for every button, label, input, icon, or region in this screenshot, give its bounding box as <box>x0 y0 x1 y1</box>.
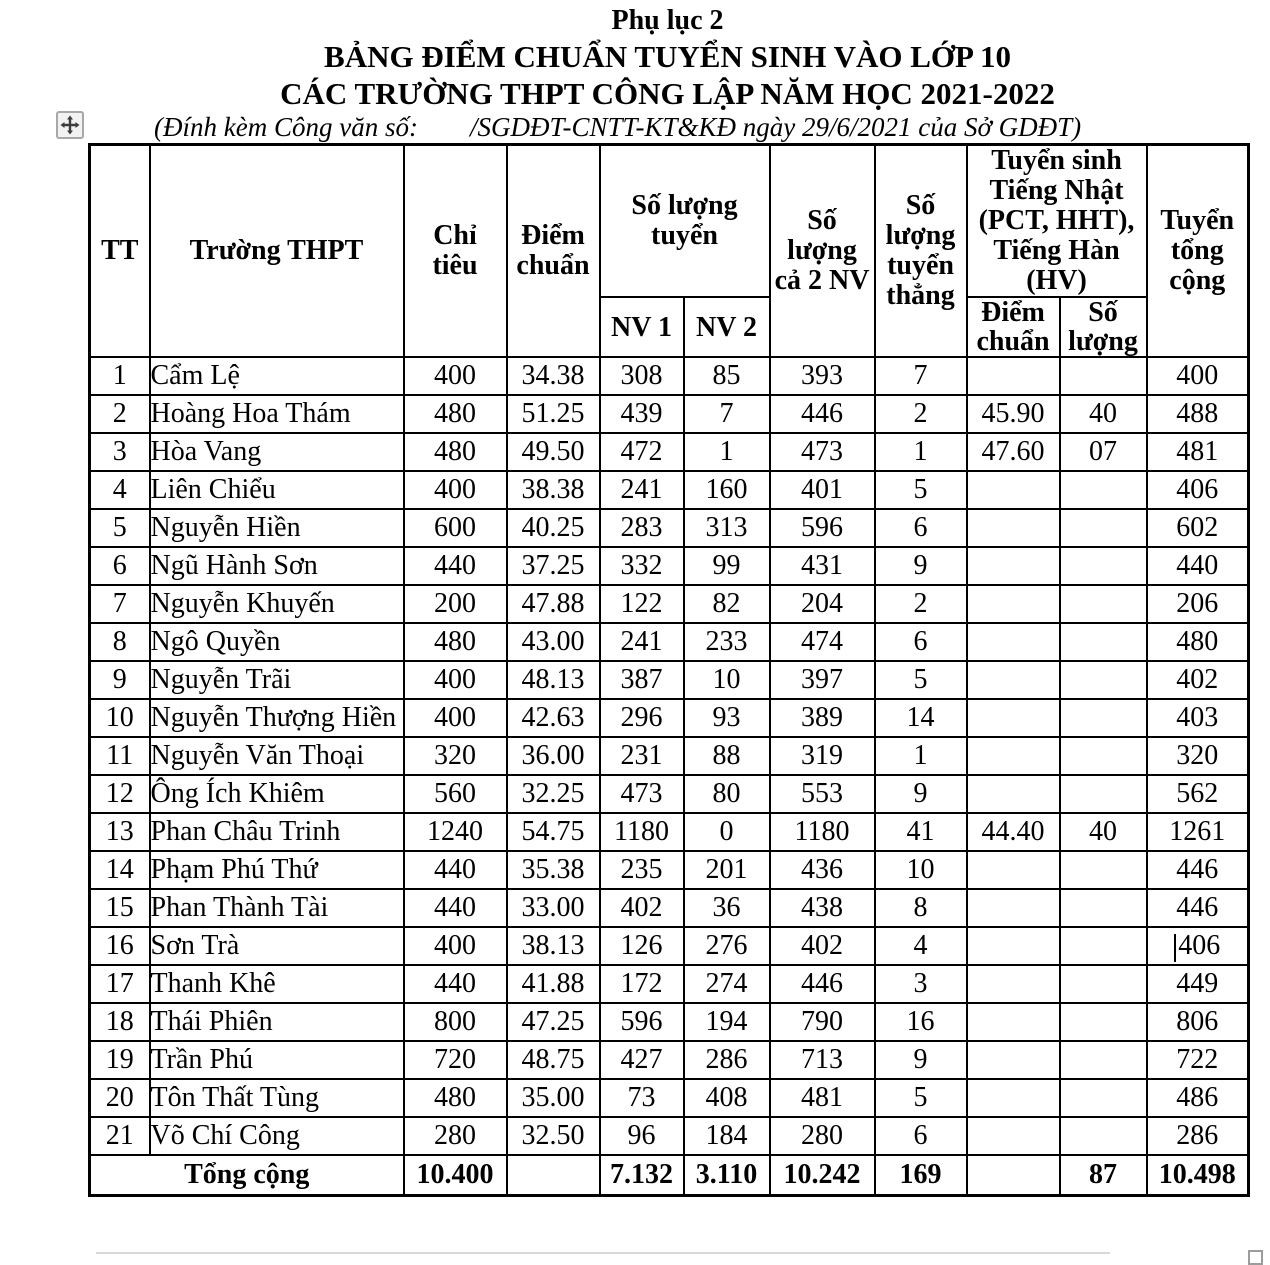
nv2-cell: 276 <box>684 927 770 965</box>
nv2-cell: 10 <box>684 661 770 699</box>
lang-count-cell <box>1060 1041 1147 1079</box>
nv1-cell: 332 <box>600 547 684 585</box>
quota-cell: 480 <box>404 623 507 661</box>
cutoff-cell: 33.00 <box>507 889 600 927</box>
school-cell: Nguyễn Khuyến <box>150 585 404 623</box>
quota-cell: 720 <box>404 1041 507 1079</box>
document-title-line2: CÁC TRƯỜNG THPT CÔNG LẬP NĂM HỌC 2021-2022 <box>280 76 1055 111</box>
nv2-cell: 99 <box>684 547 770 585</box>
quota-cell: 480 <box>404 1079 507 1117</box>
table-row <box>90 357 1249 395</box>
nv2-cell: 93 <box>684 699 770 737</box>
table-row <box>90 889 1249 927</box>
table-row <box>90 699 1249 737</box>
both-nv-cell: 446 <box>770 395 875 433</box>
nv2-cell: 7 <box>684 395 770 433</box>
grand-total-cell: 286 <box>1147 1117 1249 1155</box>
cutoff-cell: 36.00 <box>507 737 600 775</box>
lang-count-cell <box>1060 851 1147 889</box>
total-nv1-cell: 7.132 <box>600 1155 684 1195</box>
table-row <box>90 661 1249 699</box>
appendix-label: Phụ lục 2 <box>611 5 724 36</box>
direct-admit-cell: 6 <box>875 623 967 661</box>
direct-admit-cell: 2 <box>875 585 967 623</box>
tt-cell: 3 <box>90 433 150 471</box>
nv1-cell: 235 <box>600 851 684 889</box>
both-nv-cell: 473 <box>770 433 875 471</box>
direct-admit-cell: 7 <box>875 357 967 395</box>
school-cell: Hòa Vang <box>150 433 404 471</box>
table-row <box>90 1041 1249 1079</box>
school-cell: Võ Chí Công <box>150 1117 404 1155</box>
header-tt: TT <box>90 145 150 358</box>
quota-cell: 600 <box>404 509 507 547</box>
quota-cell: 400 <box>404 471 507 509</box>
table-row <box>90 737 1249 775</box>
direct-admit-cell: 6 <box>875 509 967 547</box>
total-row <box>90 1155 1249 1195</box>
school-cell: Nguyễn Hiền <box>150 509 404 547</box>
cutoff-cell: 35.00 <box>507 1079 600 1117</box>
direct-admit-cell: 14 <box>875 699 967 737</box>
lang-cutoff-cell <box>967 1117 1060 1155</box>
lang-count-cell <box>1060 623 1147 661</box>
both-nv-cell: 436 <box>770 851 875 889</box>
quota-cell: 480 <box>404 395 507 433</box>
tt-cell: 18 <box>90 1003 150 1041</box>
header-grand-total: Tuyển tổng cộng <box>1147 145 1249 358</box>
header-direct-admit: Số lượng tuyển thẳng <box>875 145 967 358</box>
grand-total-cell: 206 <box>1147 585 1249 623</box>
lang-cutoff-cell <box>967 851 1060 889</box>
grand-total-cell: 449 <box>1147 965 1249 1003</box>
text-cursor <box>1174 934 1176 962</box>
lang-count-cell <box>1060 471 1147 509</box>
lang-cutoff-cell: 47.60 <box>967 433 1060 471</box>
school-cell: Ngũ Hành Sơn <box>150 547 404 585</box>
header-admit-group: Số lượng tuyển <box>600 145 770 298</box>
nv1-cell: 283 <box>600 509 684 547</box>
direct-admit-cell: 8 <box>875 889 967 927</box>
grand-total-cell: 406 <box>1147 927 1249 965</box>
lang-count-cell <box>1060 547 1147 585</box>
lang-count-cell <box>1060 1079 1147 1117</box>
lang-count-cell <box>1060 965 1147 1003</box>
nv2-cell: 233 <box>684 623 770 661</box>
total-both-nv-cell: 10.242 <box>770 1155 875 1195</box>
header-cutoff: Điểm chuẩn <box>507 145 600 358</box>
table-row <box>90 1003 1249 1041</box>
tt-cell: 16 <box>90 927 150 965</box>
cutoff-cell: 48.75 <box>507 1041 600 1079</box>
nv1-cell: 596 <box>600 1003 684 1041</box>
nv1-cell: 473 <box>600 775 684 813</box>
both-nv-cell: 474 <box>770 623 875 661</box>
total-grand-total-cell: 10.498 <box>1147 1155 1249 1195</box>
nv2-cell: 286 <box>684 1041 770 1079</box>
nv1-cell: 427 <box>600 1041 684 1079</box>
both-nv-cell: 596 <box>770 509 875 547</box>
nv1-cell: 122 <box>600 585 684 623</box>
nv1-cell: 241 <box>600 623 684 661</box>
lang-cutoff-cell <box>967 547 1060 585</box>
nv1-cell: 96 <box>600 1117 684 1155</box>
tt-cell: 8 <box>90 623 150 661</box>
quota-cell: 440 <box>404 547 507 585</box>
nv2-cell: 85 <box>684 357 770 395</box>
total-lang-cutoff-cell <box>967 1155 1060 1195</box>
nv2-cell: 184 <box>684 1117 770 1155</box>
nv2-cell: 274 <box>684 965 770 1003</box>
quota-cell: 280 <box>404 1117 507 1155</box>
lang-cutoff-cell <box>967 1079 1060 1117</box>
direct-admit-cell: 9 <box>875 547 967 585</box>
lang-count-cell <box>1060 1117 1147 1155</box>
quota-cell: 440 <box>404 889 507 927</box>
header-nv1: NV 1 <box>600 297 684 357</box>
direct-admit-cell: 3 <box>875 965 967 1003</box>
tt-cell: 19 <box>90 1041 150 1079</box>
lang-count-cell <box>1060 699 1147 737</box>
lang-count-cell: 40 <box>1060 813 1147 851</box>
cutoff-cell: 54.75 <box>507 813 600 851</box>
nv2-cell: 313 <box>684 509 770 547</box>
cutoff-cell: 47.88 <box>507 585 600 623</box>
tt-cell: 4 <box>90 471 150 509</box>
school-cell: Liên Chiểu <box>150 471 404 509</box>
grand-total-cell: 440 <box>1147 547 1249 585</box>
cutoff-cell: 48.13 <box>507 661 600 699</box>
cutoff-cell: 49.50 <box>507 433 600 471</box>
grand-total-cell: 602 <box>1147 509 1249 547</box>
both-nv-cell: 713 <box>770 1041 875 1079</box>
move-arrows-icon <box>60 115 80 135</box>
cutoff-cell: 32.50 <box>507 1117 600 1155</box>
lang-cutoff-cell <box>967 509 1060 547</box>
table-row <box>90 585 1249 623</box>
both-nv-cell: 446 <box>770 965 875 1003</box>
lang-cutoff-cell <box>967 471 1060 509</box>
tt-cell: 7 <box>90 585 150 623</box>
header-school: Trường THPT <box>150 145 404 358</box>
total-quota-cell: 10.400 <box>404 1155 507 1195</box>
lang-cutoff-cell <box>967 737 1060 775</box>
grand-total-cell: 562 <box>1147 775 1249 813</box>
table-row <box>90 813 1249 851</box>
quota-cell: 400 <box>404 927 507 965</box>
both-nv-cell: 397 <box>770 661 875 699</box>
cutoff-cell: 35.38 <box>507 851 600 889</box>
nv2-cell: 88 <box>684 737 770 775</box>
grand-total-cell: 481 <box>1147 433 1249 471</box>
quota-cell: 1240 <box>404 813 507 851</box>
cutoff-cell: 51.25 <box>507 395 600 433</box>
score-table <box>88 143 1250 1197</box>
school-cell: Nguyễn Thượng Hiền <box>150 699 404 737</box>
tt-cell: 6 <box>90 547 150 585</box>
total-cutoff-cell <box>507 1155 600 1195</box>
nv1-cell: 308 <box>600 357 684 395</box>
header-lang-count: Số lượng <box>1060 297 1147 357</box>
tt-cell: 1 <box>90 357 150 395</box>
grand-total-cell: 320 <box>1147 737 1249 775</box>
quota-cell: 400 <box>404 357 507 395</box>
school-cell: Thái Phiên <box>150 1003 404 1041</box>
direct-admit-cell: 41 <box>875 813 967 851</box>
lang-cutoff-cell <box>967 775 1060 813</box>
lang-cutoff-cell <box>967 927 1060 965</box>
lang-cutoff-cell <box>967 1041 1060 1079</box>
lang-count-cell <box>1060 1003 1147 1041</box>
school-cell: Phan Châu Trinh <box>150 813 404 851</box>
table-row <box>90 1117 1249 1155</box>
tt-cell: 11 <box>90 737 150 775</box>
both-nv-cell: 401 <box>770 471 875 509</box>
grand-total-cell: 402 <box>1147 661 1249 699</box>
cutoff-cell: 38.38 <box>507 471 600 509</box>
cutoff-cell: 37.25 <box>507 547 600 585</box>
total-nv2-cell: 3.110 <box>684 1155 770 1195</box>
both-nv-cell: 431 <box>770 547 875 585</box>
quota-cell: 400 <box>404 661 507 699</box>
grand-total-cell: 480 <box>1147 623 1249 661</box>
table-row <box>90 395 1249 433</box>
quota-cell: 400 <box>404 699 507 737</box>
both-nv-cell: 280 <box>770 1117 875 1155</box>
lang-cutoff-cell: 44.40 <box>967 813 1060 851</box>
grand-total-cell: 486 <box>1147 1079 1249 1117</box>
cutoff-cell: 32.25 <box>507 775 600 813</box>
table-row <box>90 1079 1249 1117</box>
both-nv-cell: 389 <box>770 699 875 737</box>
nv1-cell: 231 <box>600 737 684 775</box>
school-cell: Hoàng Hoa Thám <box>150 395 404 433</box>
school-cell: Phan Thành Tài <box>150 889 404 927</box>
both-nv-cell: 790 <box>770 1003 875 1041</box>
direct-admit-cell: 5 <box>875 661 967 699</box>
total-direct-admit-cell: 169 <box>875 1155 967 1195</box>
nv1-cell: 387 <box>600 661 684 699</box>
nv1-cell: 1180 <box>600 813 684 851</box>
nv2-cell: 408 <box>684 1079 770 1117</box>
header-nv2: NV 2 <box>684 297 770 357</box>
document-header <box>88 0 1247 143</box>
table-body <box>90 357 1249 1155</box>
nv1-cell: 172 <box>600 965 684 1003</box>
nv2-cell: 0 <box>684 813 770 851</box>
lang-count-cell <box>1060 737 1147 775</box>
nv2-cell: 1 <box>684 433 770 471</box>
school-cell: Ngô Quyền <box>150 623 404 661</box>
table-row <box>90 965 1249 1003</box>
school-cell: Cẩm Lệ <box>150 357 404 395</box>
direct-admit-cell: 9 <box>875 775 967 813</box>
tt-cell: 2 <box>90 395 150 433</box>
both-nv-cell: 402 <box>770 927 875 965</box>
lang-count-cell <box>1060 357 1147 395</box>
both-nv-cell: 204 <box>770 585 875 623</box>
quota-cell: 200 <box>404 585 507 623</box>
school-cell: Nguyễn Văn Thoại <box>150 737 404 775</box>
header-lang-group: Tuyển sinh Tiếng Nhật (PCT, HHT), Tiếng Hàn (HV) <box>967 145 1147 298</box>
grand-total-cell: 488 <box>1147 395 1249 433</box>
nv1-cell: 402 <box>600 889 684 927</box>
cutoff-cell: 42.63 <box>507 699 600 737</box>
cutoff-cell: 34.38 <box>507 357 600 395</box>
table-row <box>90 775 1249 813</box>
direct-admit-cell: 9 <box>875 1041 967 1079</box>
table-row <box>90 623 1249 661</box>
lang-cutoff-cell <box>967 889 1060 927</box>
lang-count-cell <box>1060 775 1147 813</box>
table-row <box>90 851 1249 889</box>
both-nv-cell: 393 <box>770 357 875 395</box>
nv1-cell: 472 <box>600 433 684 471</box>
tt-cell: 14 <box>90 851 150 889</box>
header-lang-cutoff: Điểm chuẩn <box>967 297 1060 357</box>
document-subtitle <box>88 112 1247 143</box>
school-cell: Tôn Thất Tùng <box>150 1079 404 1117</box>
both-nv-cell: 438 <box>770 889 875 927</box>
lang-cutoff-cell <box>967 585 1060 623</box>
table-row <box>90 547 1249 585</box>
school-cell: Thanh Khê <box>150 965 404 1003</box>
tt-cell: 12 <box>90 775 150 813</box>
cutoff-cell: 43.00 <box>507 623 600 661</box>
grand-total-cell: 1261 <box>1147 813 1249 851</box>
grand-total-cell: 403 <box>1147 699 1249 737</box>
cutoff-cell: 38.13 <box>507 927 600 965</box>
school-cell: Ông Ích Khiêm <box>150 775 404 813</box>
lang-count-cell <box>1060 661 1147 699</box>
tt-cell: 5 <box>90 509 150 547</box>
subtitle-right: /SGDĐT-CNTT-KT&KĐ ngày 29/6/2021 của Sở GDĐT) <box>469 112 1082 142</box>
cutoff-cell: 40.25 <box>507 509 600 547</box>
lang-count-cell <box>1060 509 1147 547</box>
quota-cell: 320 <box>404 737 507 775</box>
school-cell: Phạm Phú Thứ <box>150 851 404 889</box>
both-nv-cell: 1180 <box>770 813 875 851</box>
tt-cell: 10 <box>90 699 150 737</box>
total-label-cell: Tổng cộng <box>90 1155 404 1195</box>
both-nv-cell: 553 <box>770 775 875 813</box>
page-edge-line <box>96 1252 1110 1254</box>
lang-cutoff-cell <box>967 1003 1060 1041</box>
grand-total-cell: 446 <box>1147 889 1249 927</box>
cutoff-cell: 41.88 <box>507 965 600 1003</box>
cutoff-cell: 47.25 <box>507 1003 600 1041</box>
nv2-cell: 160 <box>684 471 770 509</box>
school-cell: Nguyễn Trãi <box>150 661 404 699</box>
subtitle-left: (Đính kèm Công văn số: <box>154 112 418 142</box>
direct-admit-cell: 2 <box>875 395 967 433</box>
lang-count-cell <box>1060 889 1147 927</box>
nv2-cell: 82 <box>684 585 770 623</box>
grand-total-cell: 406 <box>1147 471 1249 509</box>
direct-admit-cell: 4 <box>875 927 967 965</box>
lang-cutoff-cell: 45.90 <box>967 395 1060 433</box>
direct-admit-cell: 5 <box>875 1079 967 1117</box>
nv1-cell: 126 <box>600 927 684 965</box>
lang-cutoff-cell <box>967 357 1060 395</box>
direct-admit-cell: 1 <box>875 433 967 471</box>
nv1-cell: 73 <box>600 1079 684 1117</box>
both-nv-cell: 319 <box>770 737 875 775</box>
lang-cutoff-cell <box>967 661 1060 699</box>
direct-admit-cell: 16 <box>875 1003 967 1041</box>
school-cell: Trần Phú <box>150 1041 404 1079</box>
quota-cell: 440 <box>404 965 507 1003</box>
quota-cell: 560 <box>404 775 507 813</box>
table-row <box>90 509 1249 547</box>
grand-total-cell: 722 <box>1147 1041 1249 1079</box>
nv1-cell: 241 <box>600 471 684 509</box>
quota-cell: 480 <box>404 433 507 471</box>
table-row <box>90 471 1249 509</box>
tt-cell: 20 <box>90 1079 150 1117</box>
quota-cell: 440 <box>404 851 507 889</box>
tt-cell: 9 <box>90 661 150 699</box>
tt-cell: 21 <box>90 1117 150 1155</box>
quota-cell: 800 <box>404 1003 507 1041</box>
nv1-cell: 296 <box>600 699 684 737</box>
table-header <box>90 145 1249 358</box>
lang-cutoff-cell <box>967 623 1060 661</box>
nv2-cell: 36 <box>684 889 770 927</box>
lang-count-cell <box>1060 585 1147 623</box>
grand-total-cell: 446 <box>1147 851 1249 889</box>
header-both-nv: Số lượng cả 2 NV <box>770 145 875 358</box>
table-row <box>90 927 1249 965</box>
grand-total-cell: 400 <box>1147 357 1249 395</box>
direct-admit-cell: 1 <box>875 737 967 775</box>
lang-count-cell: 40 <box>1060 395 1147 433</box>
header-quota: Chỉ tiêu <box>404 145 507 358</box>
direct-admit-cell: 10 <box>875 851 967 889</box>
nv1-cell: 439 <box>600 395 684 433</box>
tt-cell: 13 <box>90 813 150 851</box>
direct-admit-cell: 5 <box>875 471 967 509</box>
nv2-cell: 201 <box>684 851 770 889</box>
lang-count-cell <box>1060 927 1147 965</box>
document-title-line1: BẢNG ĐIỂM CHUẨN TUYỂN SINH VÀO LỚP 10 <box>324 39 1011 74</box>
tt-cell: 17 <box>90 965 150 1003</box>
lang-cutoff-cell <box>967 699 1060 737</box>
table-move-handle[interactable] <box>56 111 84 139</box>
total-lang-count-cell: 87 <box>1060 1155 1147 1195</box>
tt-cell: 15 <box>90 889 150 927</box>
nv2-cell: 80 <box>684 775 770 813</box>
direct-admit-cell: 6 <box>875 1117 967 1155</box>
lang-count-cell: 07 <box>1060 433 1147 471</box>
grand-total-cell: 806 <box>1147 1003 1249 1041</box>
table-row <box>90 433 1249 471</box>
lang-cutoff-cell <box>967 965 1060 1003</box>
both-nv-cell: 481 <box>770 1079 875 1117</box>
school-cell: Sơn Trà <box>150 927 404 965</box>
nv2-cell: 194 <box>684 1003 770 1041</box>
